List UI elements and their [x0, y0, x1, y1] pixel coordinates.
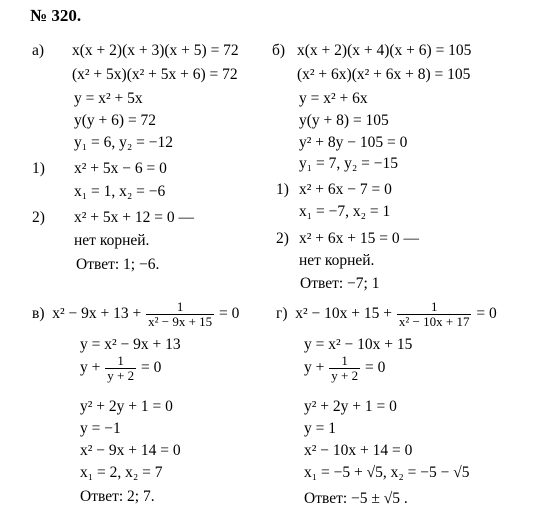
part-a-case1-roots: x₁ = 1, x₂ = −6 — [74, 183, 166, 200]
part-a-case1-label: 1) — [32, 160, 45, 177]
part-b-case1-label: 1) — [276, 181, 289, 198]
part-v-line-6: x₁ = 2, x₂ = 7 — [80, 464, 163, 481]
part-g-eq-right: = 0 — [476, 305, 497, 322]
part-v-line-5: x² − 9x + 14 = 0 — [80, 442, 181, 459]
part-v-fraction — [146, 300, 214, 329]
part-g-line-4: y = 1 — [304, 420, 336, 437]
problem-number: № 320. — [30, 6, 82, 25]
part-g-line-2-num: 1 — [341, 352, 348, 368]
part-b-answer: Ответ: −7; 1 — [300, 275, 380, 292]
part-v-eq-right: = 0 — [219, 305, 240, 322]
part-v-line-1: y = x² − 9x + 13 — [80, 336, 181, 353]
part-g-fraction — [397, 300, 472, 329]
part-v-line-2-den: y + 2 — [107, 367, 135, 383]
part-v-equation — [32, 299, 239, 329]
part-b-case1-roots: x₁ = −7, x₂ = 1 — [299, 203, 391, 220]
part-a-no-roots: нет корней. — [74, 232, 150, 249]
part-g-line-2-den: y + 2 — [331, 367, 359, 383]
part-a-line-2: (x² + 5x)(x² + 5x + 6) = 72 — [72, 66, 238, 83]
part-v-line-4: y = −1 — [80, 420, 121, 437]
part-g-line-2-left: y + — [304, 359, 325, 376]
part-g-line-2-fraction — [329, 354, 360, 383]
part-g-line-5: x² − 10x + 14 = 0 — [304, 442, 413, 459]
part-a-line-1: x(x + 2)(x + 3)(x + 5) = 72 — [72, 42, 239, 59]
part-a-line-5: y₁ = 6, y₂ = −12 — [74, 134, 174, 151]
part-a-label: а) — [32, 42, 45, 59]
part-v-answer: Ответ: 2; 7. — [80, 488, 155, 505]
part-v-line-2 — [80, 353, 161, 383]
part-v-eq-left: x² − 9x + 13 + — [52, 305, 142, 322]
part-b-no-roots: нет корней. — [299, 252, 375, 269]
part-g-line-6: x₁ = −5 + √5, x₂ = −5 − √5 — [304, 464, 470, 481]
part-b-label: б) — [272, 42, 286, 59]
part-g-line-3: y² + 2y + 1 = 0 — [304, 398, 397, 415]
part-v-label: в) — [32, 305, 45, 322]
part-v-line-2-right: = 0 — [140, 359, 162, 376]
part-g-label: г) — [276, 305, 288, 322]
part-g-line-1: y = x² − 10x + 15 — [304, 336, 413, 353]
part-b-case2-label: 2) — [276, 230, 289, 247]
part-b-case1-eq: x² + 6x − 7 = 0 — [299, 181, 392, 198]
part-a-case2-eq: x² + 5x + 12 = 0 — — [74, 209, 194, 226]
part-g-equation — [276, 299, 497, 329]
part-a-answer: Ответ: 1; −6. — [76, 256, 160, 273]
part-g-line-2 — [304, 353, 385, 383]
part-a-line-4: y(y + 6) = 72 — [74, 112, 157, 129]
part-b-line-1: x(x + 2)(x + 4)(x + 6) = 105 — [297, 42, 472, 59]
part-g-fraction-num: 1 — [430, 298, 438, 314]
part-v-fraction-num: 1 — [176, 298, 184, 314]
part-v-line-2-fraction — [105, 354, 136, 383]
part-v-line-2-num: 1 — [117, 352, 124, 368]
part-v-line-2-left: y + — [80, 359, 101, 376]
part-b-line-4: y(y + 8) = 105 — [299, 112, 389, 129]
part-g-eq-left: x² − 10x + 15 + — [295, 305, 393, 322]
part-a-case1-eq: x² + 5x − 6 = 0 — [74, 160, 167, 177]
part-b-line-2: (x² + 6x)(x² + 6x + 8) = 105 — [297, 66, 471, 83]
part-g-fraction-den: x² − 10x + 17 — [398, 313, 470, 329]
part-a-line-3: y = x² + 5x — [74, 90, 143, 107]
part-b-line-5: y² + 8y − 105 = 0 — [299, 134, 408, 151]
part-g-line-2-right: = 0 — [364, 359, 386, 376]
part-b-line-6: y₁ = 7, y₂ = −15 — [299, 155, 399, 172]
part-v-line-3: y² + 2y + 1 = 0 — [80, 398, 173, 415]
part-v-fraction-den: x² − 9x + 15 — [148, 313, 213, 329]
part-b-line-3: y = x² + 6x — [299, 90, 368, 107]
part-b-case2-eq: x² + 6x + 15 = 0 — — [299, 230, 419, 247]
part-g-answer: Ответ: −5 ± √5 . — [304, 490, 408, 507]
part-a-case2-label: 2) — [32, 209, 45, 226]
